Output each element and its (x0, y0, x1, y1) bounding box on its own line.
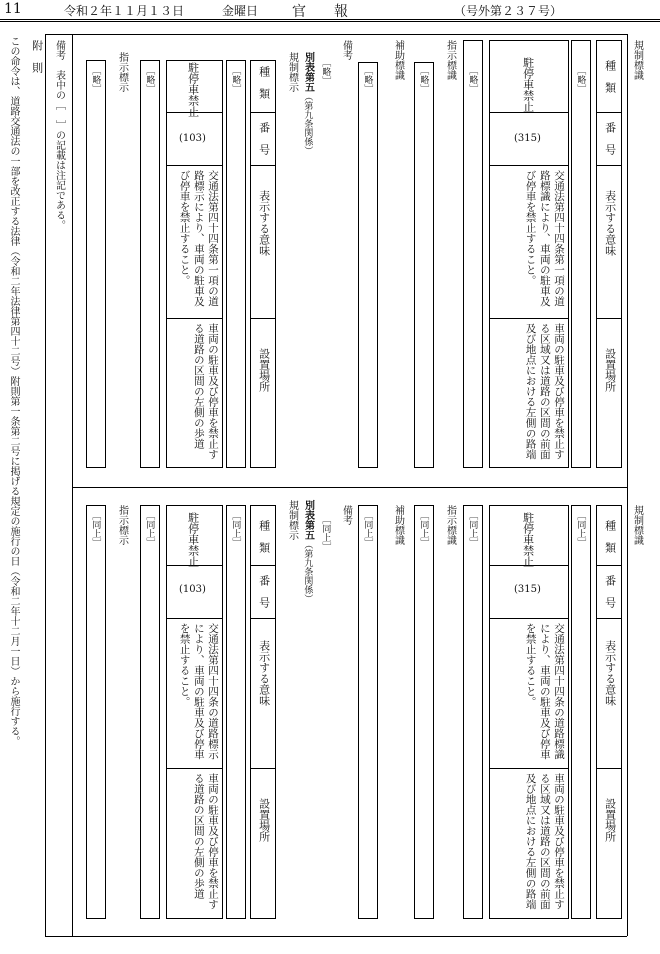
before-header-number: 番 号 (603, 122, 617, 155)
fusoku-text: この命令は、道路交通法の一部を改正する法律（令和二年法律第四十二号）附則第一条第二号に掲げる規定の施行の日（令和二年十二月一日）から施行する。 (8, 36, 19, 746)
before-row-103-kind: 駐停車禁止 (186, 62, 200, 117)
frame-bottom (45, 936, 627, 937)
after-header-kind: 種 類 (603, 520, 617, 553)
after-instruction-marking-omit: ［同上］ (90, 511, 101, 547)
before-instruction-box (414, 62, 434, 468)
before-row2-omit-1-label: ［略］ (230, 66, 241, 93)
before-auxiliary-box (358, 62, 378, 468)
after-header2-div2 (250, 618, 276, 619)
after-appendix-title: 別表第五 (302, 500, 314, 540)
before-row-315-div3 (489, 318, 569, 319)
before-appendix-ref: （第九条関係） (302, 92, 313, 155)
before-row-315-place: 車両の駐車及び停車を禁止する区域又は道路の区間の前面及び地点における左側の路端 (524, 323, 565, 460)
after-row-315-number: (315) (514, 584, 541, 595)
after-appendix-ref: （第九条関係） (302, 540, 313, 603)
after-row2-omit-1-label: ［同上］ (230, 511, 241, 547)
before-header2-kind: 種 類 (257, 66, 271, 99)
after-header2-number: 番 号 (257, 575, 271, 608)
before-header-place: 設置場所 (603, 348, 617, 392)
frame-inner (72, 34, 73, 936)
before-appendix-title: 別表第五 (302, 52, 314, 92)
after-row-103-number: (103) (179, 584, 206, 595)
after-row-103-meaning: 交通法第四十四条の道路標示により、車両の駐車及び停車を禁止すること。 (178, 623, 219, 760)
after-section-auxiliary: 補助標識 (392, 505, 404, 545)
before-row-103-div2 (166, 165, 223, 166)
before-header2-div2 (250, 165, 276, 166)
before-row2-omit-1 (226, 60, 246, 468)
after-auxiliary-omit: ［同上］ (362, 511, 373, 547)
after-row2-omit-2 (140, 505, 160, 919)
before-header2-number: 番 号 (257, 122, 271, 155)
before-header2-div3 (250, 318, 276, 319)
fusoku-title: 附 則 (30, 40, 44, 73)
after-header2-div1 (250, 565, 276, 566)
before-row-315-div1 (489, 112, 569, 113)
gazette-issue: （号外第２３７号） (454, 4, 563, 18)
after-row-103-div2 (166, 618, 223, 619)
frame-right (627, 34, 628, 936)
after-row-315-div2 (489, 618, 569, 619)
before-section-instruction: 指示標識 (444, 40, 456, 80)
before-header2-place: 設置場所 (257, 348, 271, 392)
before-header2-meaning: 表示する意味 (257, 190, 271, 256)
before-header-div1 (596, 112, 622, 113)
before-row-omit-2-label: ［略］ (467, 66, 478, 93)
before-section-regulatory-marking: 規制標示 (286, 52, 298, 92)
after-bikou-omit: ［同上］ (320, 515, 331, 551)
after-header-number: 番 号 (603, 575, 617, 608)
after-row2-omit-1 (226, 505, 246, 919)
after-header2-kind: 種 類 (257, 520, 271, 553)
after-row2-omit-2-label: ［同上］ (144, 511, 155, 547)
before-row-315-div2 (489, 165, 569, 166)
after-row-103-div3 (166, 768, 223, 769)
after-instruction-marking-box (86, 505, 106, 919)
after-header-meaning: 表示する意味 (603, 640, 617, 706)
before-row-omit-1-label: ［略］ (575, 66, 586, 93)
after-row-omit-2-label: ［同上］ (467, 511, 478, 547)
after-row-315-meaning: 交通法第四十四条の道路標識により、車両の駐車及び停車を禁止すること。 (524, 623, 565, 760)
before-row2-omit-2-label: ［略］ (144, 66, 155, 93)
after-instruction-omit: ［同上］ (418, 511, 429, 547)
before-row-103-number: (103) (179, 133, 206, 144)
before-instruction-omit: ［略］ (418, 66, 429, 93)
before-row-103-div3 (166, 318, 223, 319)
before-auxiliary-omit: ［略］ (362, 66, 373, 93)
after-row-315-kind: 駐停車禁止 (521, 512, 535, 567)
before-header-div2 (596, 165, 622, 166)
after-header2-meaning: 表示する意味 (257, 640, 271, 706)
page-number: 11 (4, 1, 22, 17)
after-header-div2 (596, 618, 622, 619)
before-row-103-meaning: 交通法第四十四条第一項の道路標示により、車両の駐車及び停車を禁止すること。 (178, 170, 219, 307)
before-row-omit-1 (571, 40, 591, 468)
before-row-315-number: (315) (514, 133, 541, 144)
before-row-omit-2 (463, 40, 483, 468)
before-instruction-marking-omit: ［略］ (90, 66, 101, 93)
after-header-col (596, 505, 622, 919)
after-header-col-2 (250, 505, 276, 919)
after-section-regulatory: 規制標識 (631, 505, 643, 545)
after-bikou-label: 備考 (340, 505, 352, 525)
before-row2-omit-2 (140, 60, 160, 468)
after-section-regulatory-marking: 規制標示 (286, 500, 298, 540)
after-section-instruction-marking: 指示標示 (116, 505, 128, 545)
gazette-title: 官 報 (292, 4, 348, 20)
after-row-omit-1-label: ［同上］ (575, 511, 586, 547)
frame-top (45, 34, 627, 35)
before-header-kind: 種 類 (603, 60, 617, 93)
before-header-meaning: 表示する意味 (603, 190, 617, 256)
after-row-315-place: 車両の駐車及び停車を禁止する区域又は道路の区間の前面及び地点における左側の路端 (524, 773, 565, 910)
after-row-103-place: 車両の駐車及び停車を禁止する道路の区間の左側の歩道 (192, 773, 219, 910)
before-section-auxiliary: 補助標識 (392, 40, 404, 80)
bikou-label: 備考 (53, 40, 65, 60)
before-header2-div1 (250, 112, 276, 113)
header-rule (0, 19, 660, 20)
before-row-315-kind: 駐停車禁止 (521, 57, 535, 112)
after-row-315-div3 (489, 768, 569, 769)
after-instruction-box (414, 505, 434, 919)
before-header-div3 (596, 318, 622, 319)
gazette-date: 令和２年１１月１３日 (64, 4, 185, 18)
bikou-text: 表中の［ ］の記載は注記である。 (53, 70, 65, 230)
frame-split (72, 487, 627, 488)
before-bikou-label: 備考 (340, 40, 352, 60)
after-row-omit-2 (463, 505, 483, 919)
before-instruction-marking-box (86, 60, 106, 468)
before-bikou-omit: ［略］ (320, 58, 331, 85)
after-row-103-kind: 駐停車禁止 (186, 512, 200, 567)
after-header2-div3 (250, 768, 276, 769)
after-header-div3 (596, 768, 622, 769)
before-row-103-place: 車両の駐車及び停車を禁止する道路の区間の左側の歩道 (192, 323, 219, 460)
before-section-regulatory: 規制標識 (631, 40, 643, 80)
after-section-instruction: 指示標識 (444, 505, 456, 545)
gazette-weekday: 金曜日 (222, 4, 259, 18)
header-rule-2 (0, 21, 660, 22)
after-header-place: 設置場所 (603, 798, 617, 842)
before-row-315-meaning: 交通法第四十四条第一項の道路標識により、車両の駐車及び停車を禁止すること。 (524, 170, 565, 307)
frame-left (45, 34, 46, 936)
after-header2-place: 設置場所 (257, 798, 271, 842)
before-section-instruction-marking: 指示標示 (116, 52, 128, 92)
after-header-div1 (596, 565, 622, 566)
after-auxiliary-box (358, 505, 378, 919)
after-row-omit-1 (571, 505, 591, 919)
